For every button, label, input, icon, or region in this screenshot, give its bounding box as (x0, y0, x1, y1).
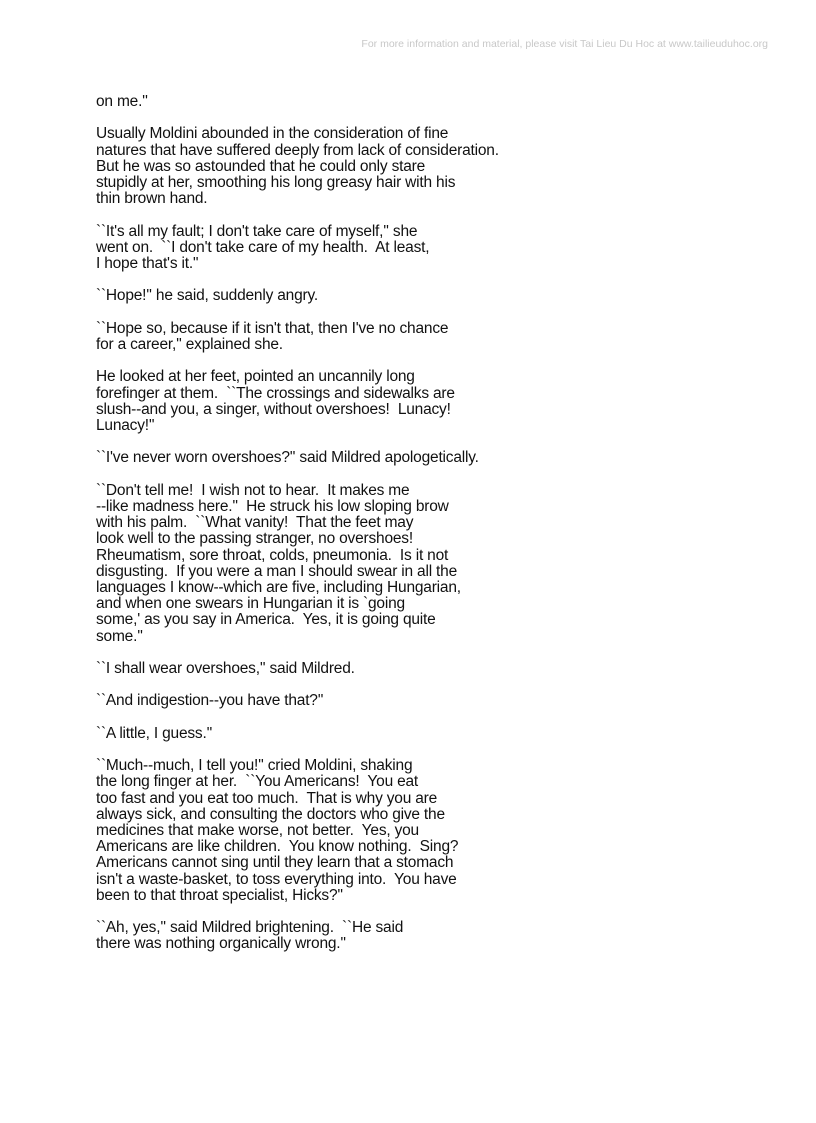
text-line: ``And indigestion--you have that?'' (96, 692, 324, 710)
paragraph (96, 758, 776, 904)
paragraph (96, 693, 776, 709)
text-line: ``Hope!'' he said, suddenly angry. (96, 287, 318, 305)
text-line: been to that throat specialist, Hicks?'' (96, 886, 343, 904)
text-line: Rheumatism, sore throat, colds, pneumonia. Is it not (96, 546, 449, 564)
text-line: the long finger at her. ``You Americans! You eat (96, 773, 419, 791)
paragraph (96, 450, 776, 466)
header-note: For more information and material, please visit Tai Lieu Du Hoc at www.tailieuduhoc.org (361, 38, 768, 50)
text-line: disgusting. If you were a man I should swear in all the (96, 562, 457, 580)
text-line: some.'' (96, 627, 143, 645)
paragraph (96, 920, 776, 952)
text-line: look well to the passing stranger, no overshoes! (96, 530, 413, 548)
text-line: Usually Moldini abounded in the consideration of fine (96, 125, 449, 143)
text-line: ``I've never worn overshoes?'' said Mildred apologetically. (96, 449, 479, 467)
text-line: thin brown hand. (96, 190, 208, 208)
paragraph (96, 224, 776, 273)
text-line: some,' as you say in America. Yes, it is going quite (96, 611, 436, 629)
text-line: always sick, and consulting the doctors who give the (96, 805, 445, 823)
text-line: --like madness here.'' He struck his low sloping brow (96, 497, 449, 515)
text-line: languages I know--which are five, including Hungarian, (96, 578, 461, 596)
paragraph (96, 661, 776, 677)
body-text (96, 94, 776, 969)
text-line: there was nothing organically wrong.'' (96, 935, 346, 953)
text-line: isn't a waste-basket, to toss everything into. You have (96, 870, 457, 888)
paragraph (96, 94, 776, 110)
text-line: ``Don't tell me! I wish not to hear. It makes me (96, 481, 410, 499)
text-line: Americans cannot sing until they learn that a stomach (96, 854, 454, 872)
text-line: too fast and you eat too much. That is why you are (96, 789, 438, 807)
text-line: ``A little, I guess.'' (96, 724, 213, 742)
text-line: forefinger at them. ``The crossings and sidewalks are (96, 384, 455, 402)
text-line: slush--and you, a singer, without overshoes! Lunacy! (96, 400, 451, 418)
text-line: and when one swears in Hungarian it is `going (96, 595, 405, 613)
paragraph (96, 483, 776, 645)
paragraph (96, 126, 776, 207)
text-line: stupidly at her, smoothing his long greasy hair with his (96, 174, 456, 191)
text-line: ``Hope so, because if it isn't that, then I've no chance (96, 319, 449, 337)
paragraph (96, 726, 776, 742)
text-line: ``Much--much, I tell you!'' cried Moldini, shaking (96, 757, 413, 775)
text-line: natures that have suffered deeply from lack of consideration. (96, 141, 499, 159)
text-line: medicines that make worse, not better. Yes, you (96, 821, 419, 839)
text-line: But he was so astounded that he could only stare (96, 157, 426, 175)
text-line: Lunacy!'' (96, 416, 155, 434)
text-line: ``I shall wear overshoes,'' said Mildred. (96, 659, 355, 677)
paragraph (96, 369, 776, 434)
text-line: for a career,'' explained she. (96, 335, 283, 353)
paragraph (96, 321, 776, 353)
text-line: He looked at her feet, pointed an uncannily long (96, 368, 415, 386)
text-line: ``It's all my fault; I don't take care of myself,'' she (96, 222, 418, 240)
text-line: went on. ``I don't take care of my health. At least, (96, 238, 430, 256)
text-line: Americans are like children. You know nothing. Sing? (96, 838, 459, 856)
text-line: I hope that's it.'' (96, 255, 199, 272)
text-line: ``Ah, yes,'' said Mildred brightening. ``He said (96, 919, 404, 937)
paragraph (96, 288, 776, 304)
text-line: on me.'' (96, 93, 148, 110)
text-line: with his palm. ``What vanity! That the feet may (96, 514, 414, 532)
